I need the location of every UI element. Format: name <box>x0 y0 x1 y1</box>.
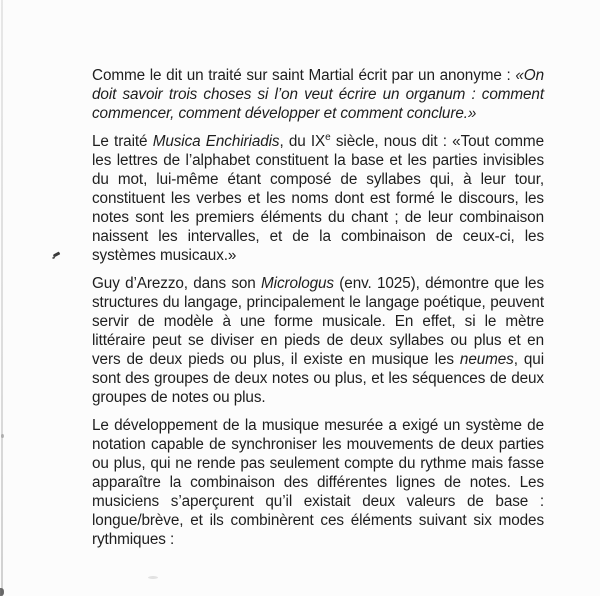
text-segment-italic: «On doit savoir trois choses si l’on veut écrire un organum : comment commencer, comment développer et comment conclure.» <box>92 67 544 122</box>
text-segment: (env. 1025), démontre que les structures du langage, principalement le langage poétique, peuvent servir de modèle à une forme musicale. En effet, si le mètre littéraire peut se diviser en pieds de deux syllabes ou plus et en vers de deux pieds ou plus, il existe en musique les <box>92 275 544 368</box>
text-segment-italic: Musica Enchiriadis <box>152 133 280 150</box>
paragraph-1 <box>92 66 544 123</box>
text-segment-italic: neumes <box>459 351 514 368</box>
corner-ink-blob <box>0 588 4 596</box>
text-segment-superscript: e <box>325 131 331 143</box>
paragraph-2 <box>92 132 544 265</box>
text-segment: siècle, nous dit : «Tout comme les lettres de l’alphabet constituent la base et les parties invisibles du mot, lui-même étant composé de syllabes qui, à leur tour, constituent les verbes et les noms dont est formé le discours, les notes sont les premiers éléments du chant ; de leur combinaison naissent les intervalles, et de la combinaison de ceux-ci, les systèmes musicaux.» <box>92 133 544 264</box>
scan-smudge <box>148 576 158 579</box>
scan-edge-shadow <box>1 0 3 596</box>
paragraph-4 <box>92 416 544 549</box>
text-segment: , qui sont des groupes de deux notes ou plus, et les séquences de deux groupes de notes ou plus. <box>92 351 544 406</box>
text-block <box>92 66 544 558</box>
text-segment-italic: Micrologus <box>261 275 334 292</box>
text-segment: Le traité <box>92 133 153 150</box>
text-segment: , du IX <box>279 133 326 150</box>
text-segment: Le développement de la musique mesurée a exigé un système de notation capable de synchroniser les mouvements de deux parties ou plus, qui ne rende pas seulement compte du rythme mais fasse apparaître la combinaison des différentes lignes de notes. Les musiciens s’aperçurent qu’il existait deux valeurs de base : longue/brève, et ils combinèrent ces éléments suivant six modes rythmiques : <box>92 417 544 548</box>
margin-ink-mark <box>53 252 61 258</box>
paragraph-3 <box>92 274 544 407</box>
text-segment: Comme le dit un traité sur saint Martial écrit par un anonyme : <box>92 67 516 84</box>
scan-speck <box>1 434 4 438</box>
text-segment: Guy d’Arezzo, dans son <box>92 275 262 292</box>
